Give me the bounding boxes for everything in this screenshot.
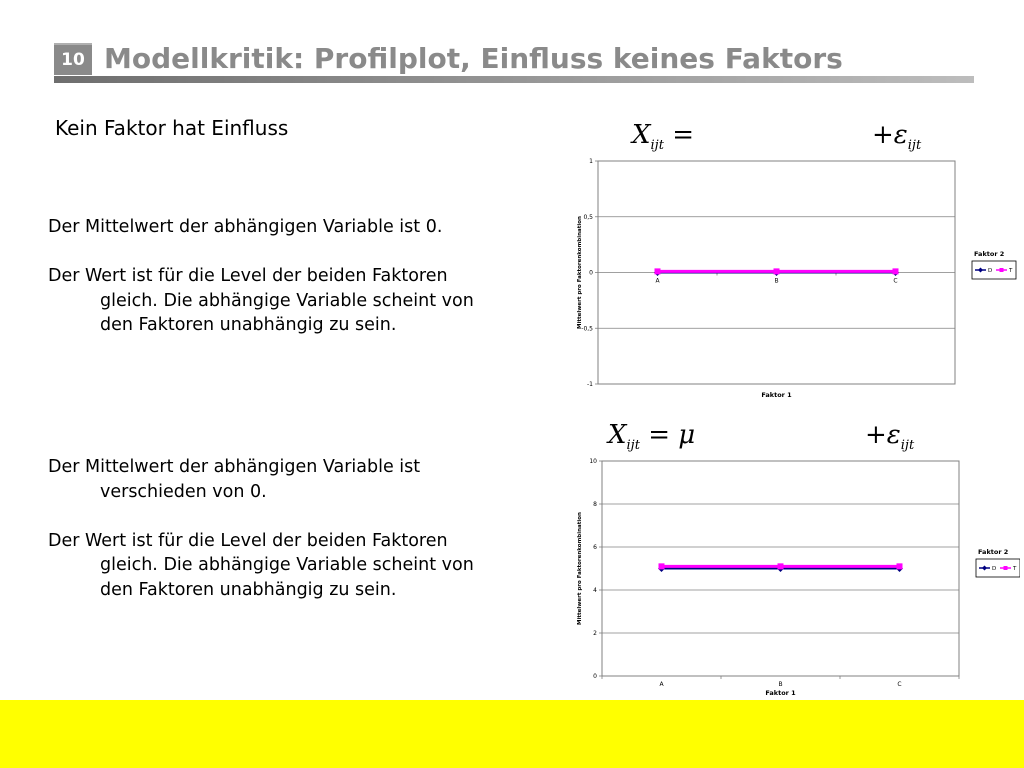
explanation-nonzero-mean xyxy=(48,455,538,602)
data-point-T xyxy=(655,268,661,274)
slide-title: Modellkritik: Profilplot, Einfluss keines Faktors xyxy=(104,42,843,75)
y-tick-label: 0 xyxy=(589,269,593,277)
profile-plot-mean-effect xyxy=(570,452,1020,700)
x-axis-title: Faktor 1 xyxy=(761,391,792,399)
legend-label-T: T xyxy=(1009,268,1013,274)
text-line: Der Mittelwert der abhängigen Variable ist 0. xyxy=(48,217,443,237)
chart-svg xyxy=(570,150,1020,405)
text-line: den Faktoren unabhängig zu sein. xyxy=(100,315,397,335)
data-point-T xyxy=(893,268,899,274)
y-tick-label: 8 xyxy=(593,501,597,508)
explanation-zero-mean xyxy=(48,215,538,338)
y-tick-label: 1 xyxy=(589,158,593,165)
y-tick-label: -1 xyxy=(587,381,593,388)
formula-top-lhs: $X_{ijt}$ = xyxy=(632,120,694,153)
y-tick-label: 4 xyxy=(593,587,597,594)
y-tick-label: 6 xyxy=(593,544,597,551)
y-tick-label: 0 xyxy=(593,673,597,680)
formula-top-error: $+\varepsilon_{ijt}$ xyxy=(872,120,922,153)
slide-number: 10 xyxy=(54,43,92,75)
y-tick-label: 2 xyxy=(593,630,597,637)
x-tick-label: B xyxy=(778,681,783,688)
text-line: verschieden von 0. xyxy=(100,481,267,502)
subtitle: Kein Faktor hat Einfluss xyxy=(55,116,289,140)
data-point-T xyxy=(659,563,665,569)
footer-band xyxy=(0,700,1024,768)
legend-label-T: T xyxy=(1013,566,1017,572)
y-axis-title: Mittelwert pro Faktorenkombination xyxy=(577,512,583,625)
y-axis-title: Mittelwert pro Faktorenkombination xyxy=(577,216,583,329)
x-tick-label: A xyxy=(659,681,664,688)
text-line: Der Mittelwert der abhängigen Variable ist xyxy=(48,457,421,477)
legend-title: Faktor 2 xyxy=(974,250,1005,258)
x-tick-label: B xyxy=(774,277,779,285)
text-line: gleich. Die abhängige Variable scheint von xyxy=(100,555,474,575)
formula-bottom-error: $+\varepsilon_{ijt}$ xyxy=(865,420,915,453)
profile-plot-no-effect xyxy=(570,150,1020,405)
y-tick-label: -0,5 xyxy=(581,325,593,333)
data-point-T xyxy=(774,268,780,274)
x-tick-label: C xyxy=(897,681,902,688)
legend-label-D: D xyxy=(992,566,997,572)
data-point-T xyxy=(897,563,903,569)
title-underline xyxy=(54,76,974,83)
text-line: Der Wert ist für die Level der beiden Faktoren xyxy=(48,530,448,551)
x-tick-label: A xyxy=(655,277,660,285)
x-axis-title: Faktor 1 xyxy=(765,689,796,697)
legend-marker-T xyxy=(1004,566,1008,570)
chart-svg xyxy=(570,452,1020,700)
legend-marker-T xyxy=(1000,268,1004,272)
x-tick-label: C xyxy=(893,277,898,285)
data-point-T xyxy=(778,563,784,569)
y-tick-label: 0,5 xyxy=(583,213,593,221)
formula-bottom-lhs: $X_{ijt} = \mu$ xyxy=(608,420,696,453)
text-line: den Faktoren unabhängig zu sein. xyxy=(100,579,397,600)
text-line: gleich. Die abhängige Variable scheint von xyxy=(100,290,474,311)
y-tick-label: 10 xyxy=(589,458,597,465)
text-line: Der Wert ist für die Level der beiden Faktoren xyxy=(48,266,448,286)
legend-title: Faktor 2 xyxy=(978,548,1009,556)
legend-label-D: D xyxy=(988,268,993,274)
